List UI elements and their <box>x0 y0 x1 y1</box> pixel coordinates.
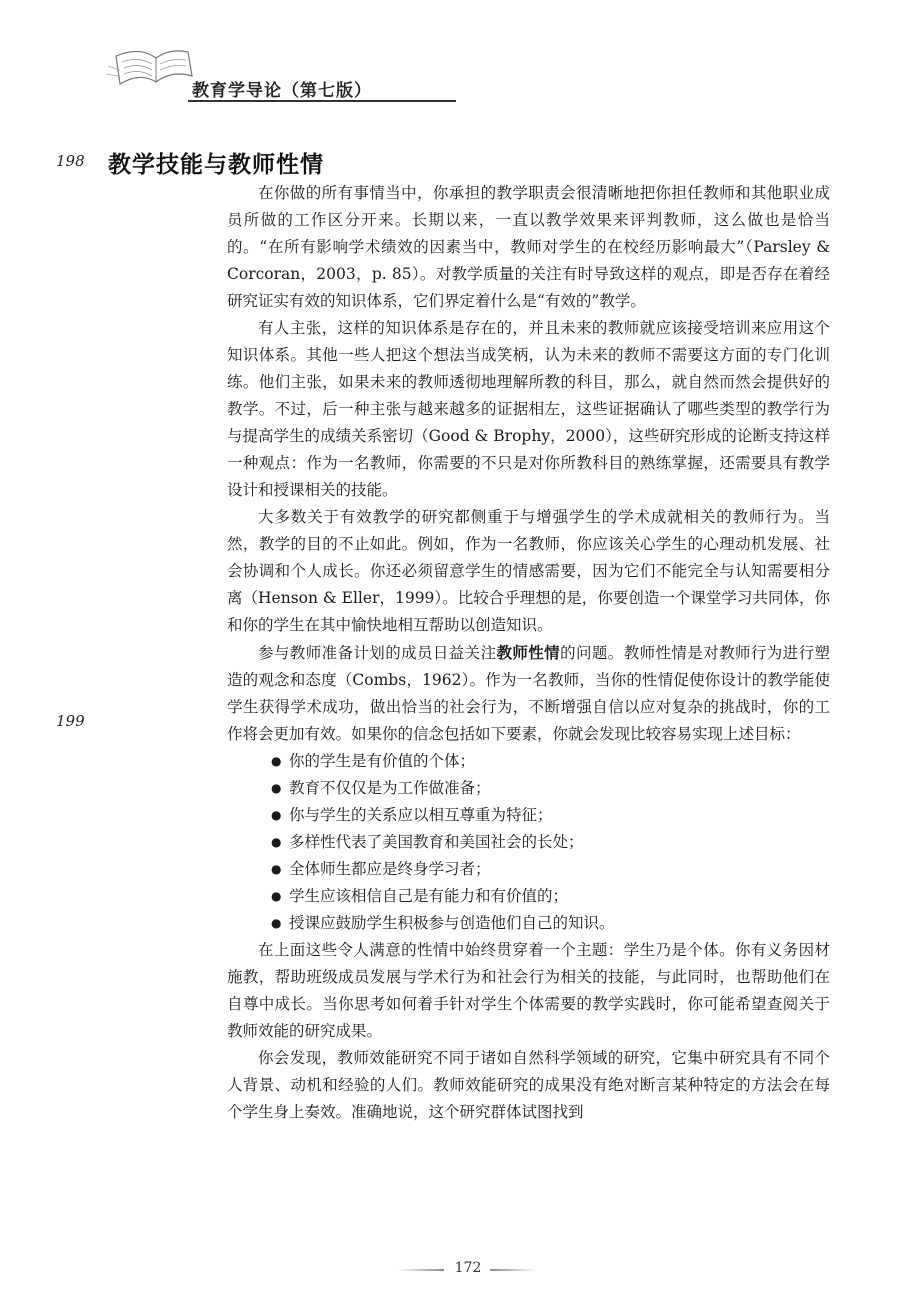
paragraph <box>227 639 830 748</box>
list-item: ● 你的学生是有价值的个体； <box>271 748 830 775</box>
list-item: ● 多样性代表了美国教育和美国社会的长处； <box>271 829 830 856</box>
running-header <box>90 36 470 101</box>
body-text <box>227 180 830 1126</box>
page-footer <box>390 1258 540 1280</box>
paragraph: 在你做的所有事情当中，你承担的教学职责会很清晰地把你担任教师和其他职业成员所做的工作区分开来。长期以来，一直以教学效果来评判教师，这么做也是恰当的。“在所有影响学术绩效的因素当中，教师对学生的在校经历影响最大”（Parsley & Corcoran，2003，p. 85）。对教学质量的关注有时导致这样的观点，即是否存在着经研究证实有效的知识体系，它们界定着什么是“有效的”教学。 <box>227 184 830 310</box>
paragraph: 你会发现，教师效能研究不同于诸如自然科学领域的研究，它集中研究具有不同个人背景、动机和经验的人们。教师效能研究的成果没有绝对断言某种特定的方法会在每个学生身上奏效。准确地说，这个研究群体试图找到 <box>227 1049 830 1121</box>
paragraph: 有人主张，这样的知识体系是存在的，并且未来的教师就应该接受培训来应用这个知识体系。其他一些人把这个想法当成笑柄，认为未来的教师不需要这方面的专门化训练。他们主张，如果未来的教师透彻地理解所教的科目，那么，就自然而然会提供好的教学。不过，后一种主张与越来越多的证据相左，这些证据确认了哪些类型的教学行为与提高学生的成绩关系密切（Good & Brophy，2000），这些研究形成的论断支持这样一种观点：作为一名教师，你需要的不只是对你所教科目的熟练掌握，还需要具有教学设计和授课相关的技能。 <box>227 319 830 499</box>
list-item: ● 你与学生的关系应以相互尊重为特征； <box>271 802 830 829</box>
paragraph-text: 参与教师准备计划的成员日益关注 <box>258 644 497 662</box>
paragraph: 在上面这些令人满意的性情中始终贯穿着一个主题：学生乃是个体。你有义务因材施教，帮助班级成员发展与学术行为和社会行为相关的技能，与此同时，也帮助他们在自尊中成长。当你思考如何着手针对学生个体需要的教学实践时，你可能希望查阅关于教师效能的研究成果。 <box>227 941 830 1040</box>
list-item: ● 教育不仅仅是为工作做准备； <box>271 775 830 802</box>
list-item: ● 授课应鼓励学生积极参与创造他们自己的知识。 <box>271 910 830 937</box>
key-term: 教师性情 <box>496 643 561 662</box>
margin-page-number: 199 <box>56 712 85 730</box>
list-item: ● 学生应该相信自己是有能力和有价值的； <box>271 883 830 910</box>
footer-ornament <box>398 1269 444 1271</box>
header-rule <box>188 100 456 102</box>
footer-ornament <box>490 1269 536 1271</box>
margin-page-number: 198 <box>56 152 85 170</box>
section-title: 教学技能与教师性情 <box>108 152 324 178</box>
open-book-icon <box>100 36 200 96</box>
running-title: 教育学导论（第七版） <box>192 81 372 101</box>
page-number: 172 <box>454 1260 482 1276</box>
bullet-list <box>227 748 830 937</box>
paragraph-text: 的问题。教师性情是对教师行为进行塑造的观念和态度（Combs，1962）。作为一名教师，当你的性情促使你设计的教学能使学生获得学术成功，做出恰当的社会行为，不断增强自信以应对复杂的挑战时，你的工作将会更加有效。如果你的信念包括如下要素，你就会发现比较容易实现上述目标： <box>227 644 830 743</box>
paragraph: 大多数关于有效教学的研究都侧重于与增强学生的学术成就相关的教师行为。当然，教学的目的不止如此。例如，作为一名教师，你应该关心学生的心理动机发展、社会协调和个人成长。你还必须留意学生的情感需要，因为它们不能完全与认知需要相分离（Henson & Eller，1999）。比较合乎理想的是，你要创造一个课堂学习共同体，你和你的学生在其中愉快地相互帮助以创造知识。 <box>227 508 830 634</box>
list-item: ● 全体师生都应是终身学习者； <box>271 856 830 883</box>
